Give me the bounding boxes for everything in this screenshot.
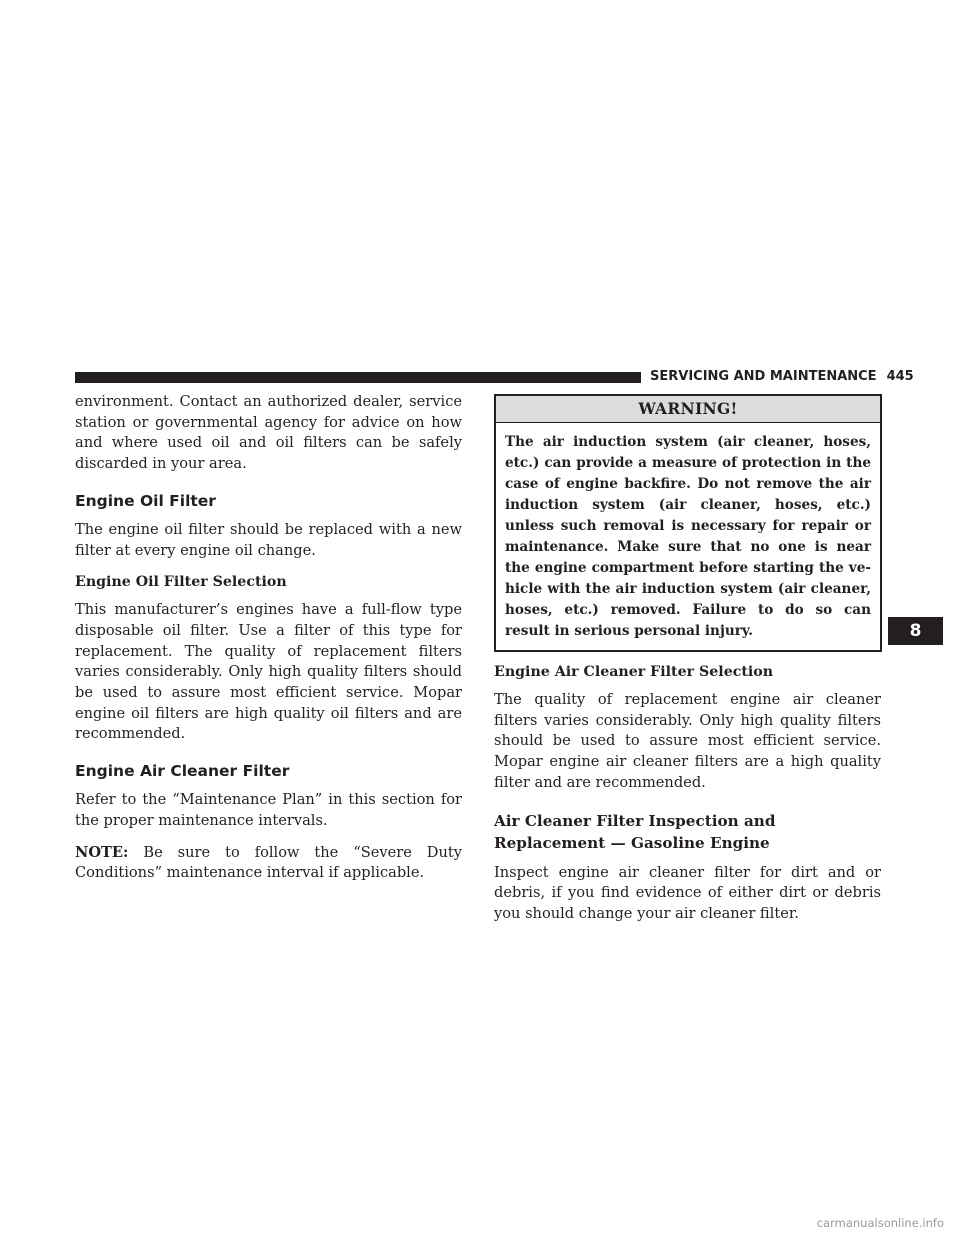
note-label: NOTE: <box>75 843 129 861</box>
note-text: Be sure to follow the “Severe Duty Conditions” maintenance interval if applicable. <box>75 843 462 882</box>
warning-box <box>494 394 882 652</box>
warning-text: The air induction system (air cleaner, hoses, etc.) can provide a measure of protection in the case of engine backfire. Do not remove the air induction system (air cleaner, hoses, etc.) unless such removal is necessary for repair or maintenance. Make sure that no one is near the engine compartment before starting the vehicle with the air induction system (air cleaner, hoses, etc.) removed. Failure to do so can result in serious personal injury. <box>505 434 871 639</box>
left-column <box>75 392 462 895</box>
air-cleaner-selection-paragraph: The quality of replacement engine air cleaner filters varies considerably. Only high quality filters should be used to assure most efficient service. Mopar engine air cleaner filters are a high quality filter and are recommended. <box>494 691 881 791</box>
chapter-tab: 8 <box>888 617 943 645</box>
oil-filter-paragraph: The engine oil filter should be replaced with a new filter at every engine oil change. <box>75 520 462 559</box>
intro-paragraph: environment. Contact an authorized dealer, service station or governmental agency for advice on how and where used oil and oil filters can be safely discarded in your area. <box>75 393 462 473</box>
inspection-heading: Air Cleaner Filter Inspection and Replacement — Gasoline Engine <box>494 811 776 852</box>
oil-filter-selection-paragraph: This manufacturer’s engines have a full-flow type disposable oil filter. Use a filter of this type for replacement. The quality of replacement filters varies considerably. Only high quality filters should be used to assure most efficient service. Mopar engine oil filters are high quality oil filters and are recommended. <box>75 601 462 743</box>
oil-filter-heading: Engine Oil Filter <box>75 491 216 510</box>
warning-title: WARNING! <box>496 396 880 423</box>
inspection-paragraph: Inspect engine air cleaner filter for dirt and or debris, if you find evidence of either dirt or debris you should change your air cleaner filter. <box>494 863 881 922</box>
running-header <box>650 368 914 386</box>
air-cleaner-selection-heading: Engine Air Cleaner Filter Selection <box>494 664 774 680</box>
page-number: 445 <box>886 369 914 384</box>
header-rule <box>75 372 641 383</box>
air-cleaner-paragraph: Refer to the “Maintenance Plan” in this section for the proper maintenance intervals. <box>75 791 462 829</box>
note-paragraph <box>75 843 462 884</box>
air-cleaner-heading: Engine Air Cleaner Filter <box>75 762 290 781</box>
watermark: carmanualsonline.info <box>816 1216 944 1230</box>
oil-filter-selection-heading: Engine Oil Filter Selection <box>75 574 287 591</box>
section-title: SERVICING AND MAINTENANCE <box>650 369 877 384</box>
right-column <box>494 392 881 936</box>
